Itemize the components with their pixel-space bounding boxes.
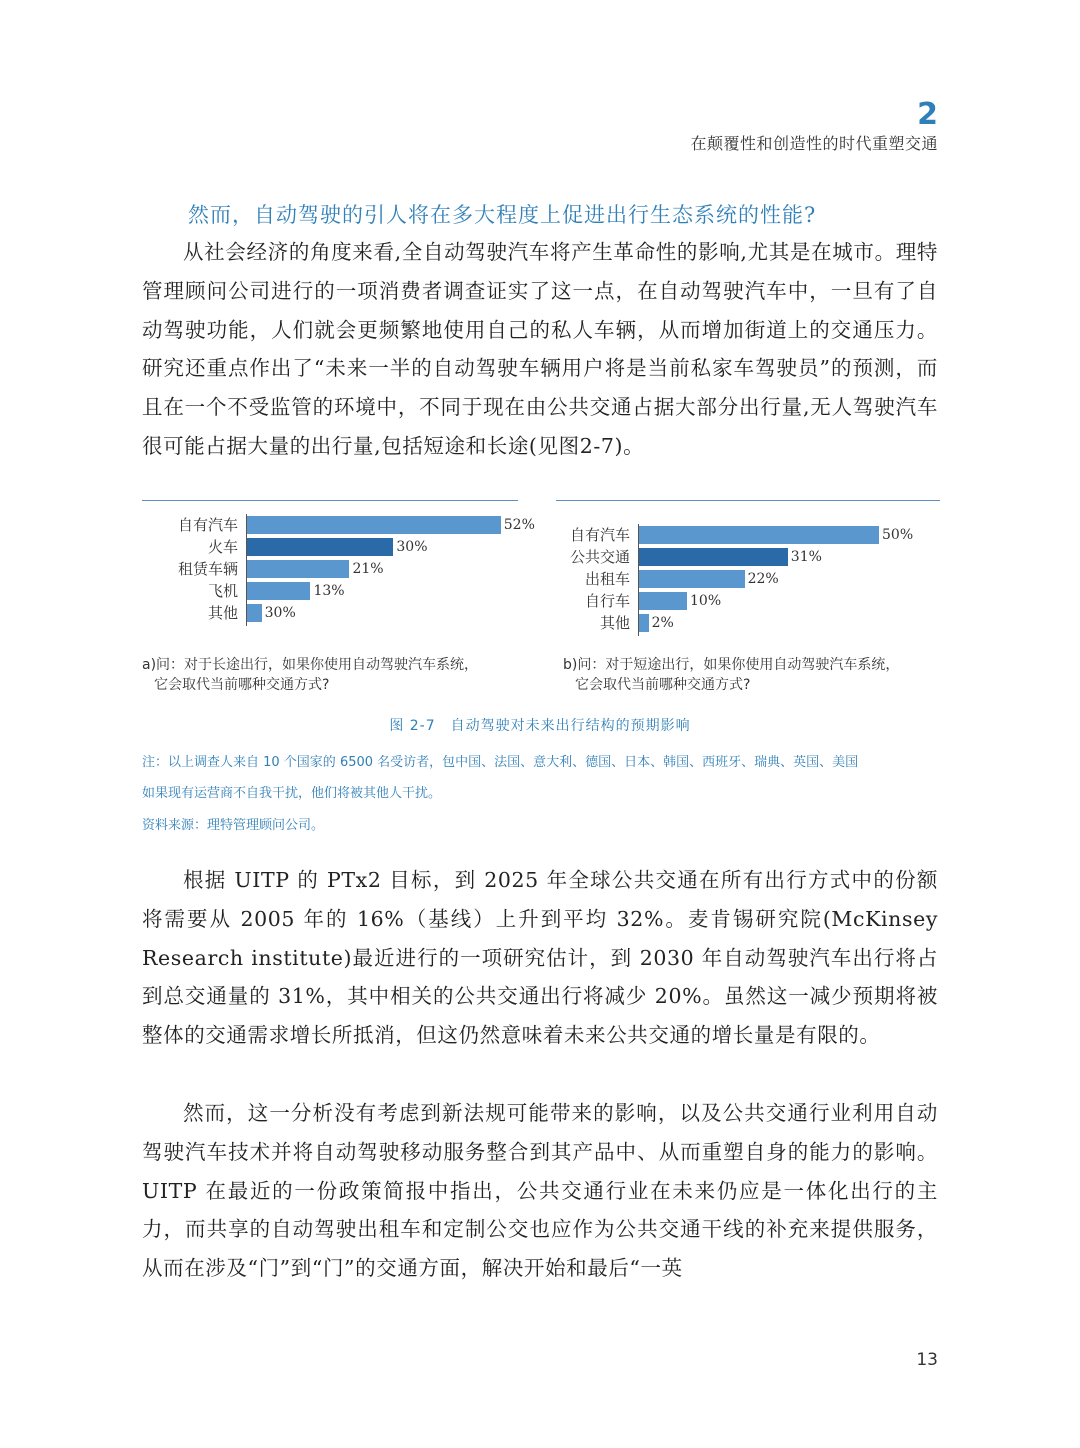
- paragraph-3: 然而，这一分析没有考虑到新法规可能带来的影响，以及公共交通行业利用自动驾驶汽车技术并将自动驾驶移动服务整合到其产品中、从而重塑自身的能力的影响。UITP 在最近的一份政策简报中指出，公共交通行业在未来仍应是一体化出行的主力，而共享的自动驾驶出租车和定制公交也应作为公共交通干线的补充来提供服务，从而在涉及“门”到“门”的交通方面，解决开始和最后“一英: [142, 1101, 938, 1281]
- value-label: 30%: [264, 605, 296, 621]
- chart-long-trip: [142, 500, 535, 630]
- category-label: 其他: [207, 604, 238, 622]
- category-label: 租赁车辆: [177, 560, 238, 578]
- bar: [639, 526, 879, 544]
- chart-b-question: [563, 655, 953, 695]
- value-label: 22%: [747, 571, 779, 587]
- bar: [247, 516, 501, 534]
- value-label: 30%: [396, 539, 428, 555]
- chart-a-question: [142, 655, 537, 695]
- bar: [247, 582, 310, 600]
- chart-a-question-line1: a)问：对于长途出行，如果你使用自动驾驶汽车系统，: [142, 657, 479, 673]
- category-label: 出租车: [584, 570, 630, 588]
- category-label: 公共交通: [569, 548, 630, 566]
- value-label: 31%: [790, 549, 822, 565]
- value-label: 21%: [352, 561, 384, 577]
- value-label: 13%: [313, 583, 345, 599]
- paragraph-2: 根据 UITP 的 PTx2 目标，到 2025 年全球公共交通在所有出行方式中的份额将需要从 2005 年的 16%（基线）上升到平均 32%。麦肯锡研究院(McKinsey Research institute)最近进行的一项研究估计，到 2030 年自动驾驶汽车出行将占到总交通量的 31%，其中相关的公共交通出行将减少 20%。虽然这一减少预期将被整体的交通需求增长所抵消，但这仍然意味着未来公共交通的增长量是有限的。: [142, 868, 938, 1048]
- figure-source: 资料来源：理特管理顾问公司。: [142, 818, 325, 833]
- chart-b-question-line2: 它会取代当前哪种交通方式?: [575, 677, 751, 693]
- page-number: 13: [916, 1350, 938, 1370]
- chapter-title: 在颠覆性和创造性的时代重塑交通: [690, 134, 938, 153]
- category-label: 自行车: [584, 592, 630, 610]
- paragraph-1: 从社会经济的角度来看,全自动驾驶汽车将产生革命性的影响,尤其是在城市。理特管理顾问公司进行的一项消费者调查证实了这一点，在自动驾驶汽车中，一旦有了自动驾驶功能，人们就会更频繁地使用自己的私人车辆，从而增加街道上的交通压力。研究还重点作出了“未来一半的自动驾驶车辆用户将是当前私家车驾驶员”的预测，而且在一个不受监管的环境中，不同于现在由公共交通占据大部分出行量,无人驾驶汽车很可能占据大量的出行量,包括短途和长途(见图2-7)。: [142, 240, 938, 458]
- chart-top-rule: [556, 500, 940, 501]
- bar: [639, 548, 788, 566]
- bar: [639, 614, 649, 632]
- category-label: 飞机: [207, 582, 238, 600]
- bar: [639, 570, 745, 588]
- category-label: 火车: [207, 538, 238, 556]
- value-label: 2%: [651, 615, 674, 631]
- chart-short-trip: [556, 500, 940, 640]
- figure-caption: 图 2-7 自动驾驶对未来出行结构的预期影响: [389, 718, 691, 734]
- bar: [639, 592, 687, 610]
- figure-note-2: 如果现有运营商不自我干扰，他们将被其他人干扰。: [142, 786, 442, 801]
- value-label: 50%: [882, 527, 914, 543]
- figure-note-1: 注：以上调查人来自 10 个国家的 6500 名受访者，包中国、法国、意大利、德国、日本、韩国、西班牙、瑞典、英国、美国: [142, 755, 859, 770]
- chart-b-question-line1: b)问：对于短途出行，如果你使用自动驾驶汽车系统，: [563, 657, 900, 673]
- bar: [247, 538, 393, 556]
- value-label: 52%: [503, 517, 535, 533]
- chapter-number: 2: [917, 97, 938, 132]
- bar: [247, 560, 349, 578]
- bar: [247, 604, 262, 622]
- value-label: 10%: [690, 593, 722, 609]
- category-label: 自有汽车: [177, 516, 238, 534]
- category-label: 自有汽车: [569, 526, 630, 544]
- section-heading: 然而，自动驾驶的引人将在多大程度上促进出行生态系统的性能?: [188, 203, 817, 227]
- category-label: 其他: [599, 614, 630, 632]
- chart-top-rule: [142, 500, 518, 501]
- chart-a-question-line2: 它会取代当前哪种交通方式?: [154, 677, 330, 693]
